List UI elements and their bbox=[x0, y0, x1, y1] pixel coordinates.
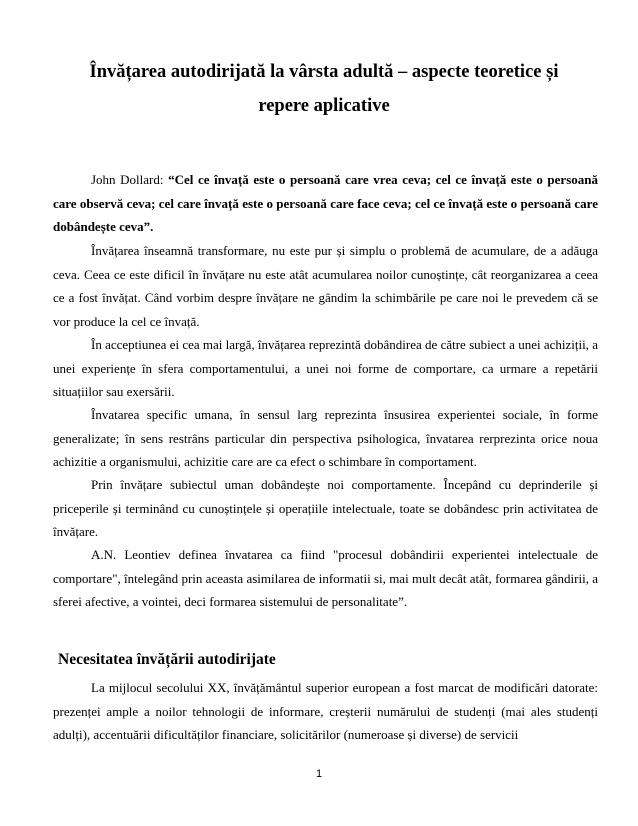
body-paragraph-3: Învatarea specific umana, în sensul larg reprezinta însusirea experientei sociale, în forme generalizate; în sens restrâns particular din perspectiva psihologica, învatarea rerprezinta orice noua achizitie a organismului, achizitie care are ca efect o schimbare în comportament. bbox=[53, 407, 598, 470]
quote-text: “Cel ce învață este o persoană care vrea ceva; cel ce învață este o persoană care observă ceva; cel care învață este o persoană care face ceva; cel ce învață este o persoană care dobândește ceva”. bbox=[53, 172, 598, 235]
body-paragraph-4: Prin învățare subiectul uman dobândește noi comportamente. Începând cu deprinderile și priceperile și terminând cu cunoștințele și operațiile intelectuale, toate se dobândesc prin activitatea de învățare. bbox=[53, 477, 598, 540]
title-line-2: repere aplicative bbox=[258, 96, 390, 116]
title-line-1: Învățarea autodirijată la vârsta adultă – aspecte teoretice și bbox=[89, 62, 559, 82]
quote-author: John Dollard: bbox=[91, 172, 169, 187]
body-paragraph-5: A.N. Leontiev definea învatarea ca fiind "procesul dobândirii experientei intelectuale de comportare", întelegând prin aceasta asimilarea de informatii si, mai mult decât atât, formarea gândirii, a sferei afective, a vointei, deci formarea sistemului de personalitate”. bbox=[53, 547, 598, 610]
quote-paragraph bbox=[53, 168, 598, 239]
body-paragraph-1: Învățarea înseamnă transformare, nu este pur și simplu o problemă de acumulare, de a adăuga ceva. Ceea ce este dificil în învățare nu este atât acumularea noilor cunoștințe, cât reorganizarea a ceea ce a fost învățat. Când vorbim despre învățare ne gândim la schimbările pe care noi le prevedem că se vor produce la cel ce învață. bbox=[53, 243, 598, 329]
section-heading: Necesitatea învățării autodirijate bbox=[58, 651, 276, 668]
body-paragraph-2: În acceptiunea ei cea mai largă, învățarea reprezintă dobândirea de către subiect a unei achiziții, a unei experiențe în sfera comportamentului, a unei noi forme de comportare, ca urmare a repetării situațiilor sau exersării. bbox=[53, 337, 598, 400]
page-number: 1 bbox=[315, 768, 323, 780]
section-paragraph: La mijlocul secolului XX, învățământul superior european a fost marcat de modificări datorate: prezenței ample a noilor tehnologii de informare, creșterii numărului de studenți (mai ales studenți adulți), accentuării dificultăților financiare, solicitărilor (numeroase și diverse) de servicii bbox=[53, 680, 598, 743]
